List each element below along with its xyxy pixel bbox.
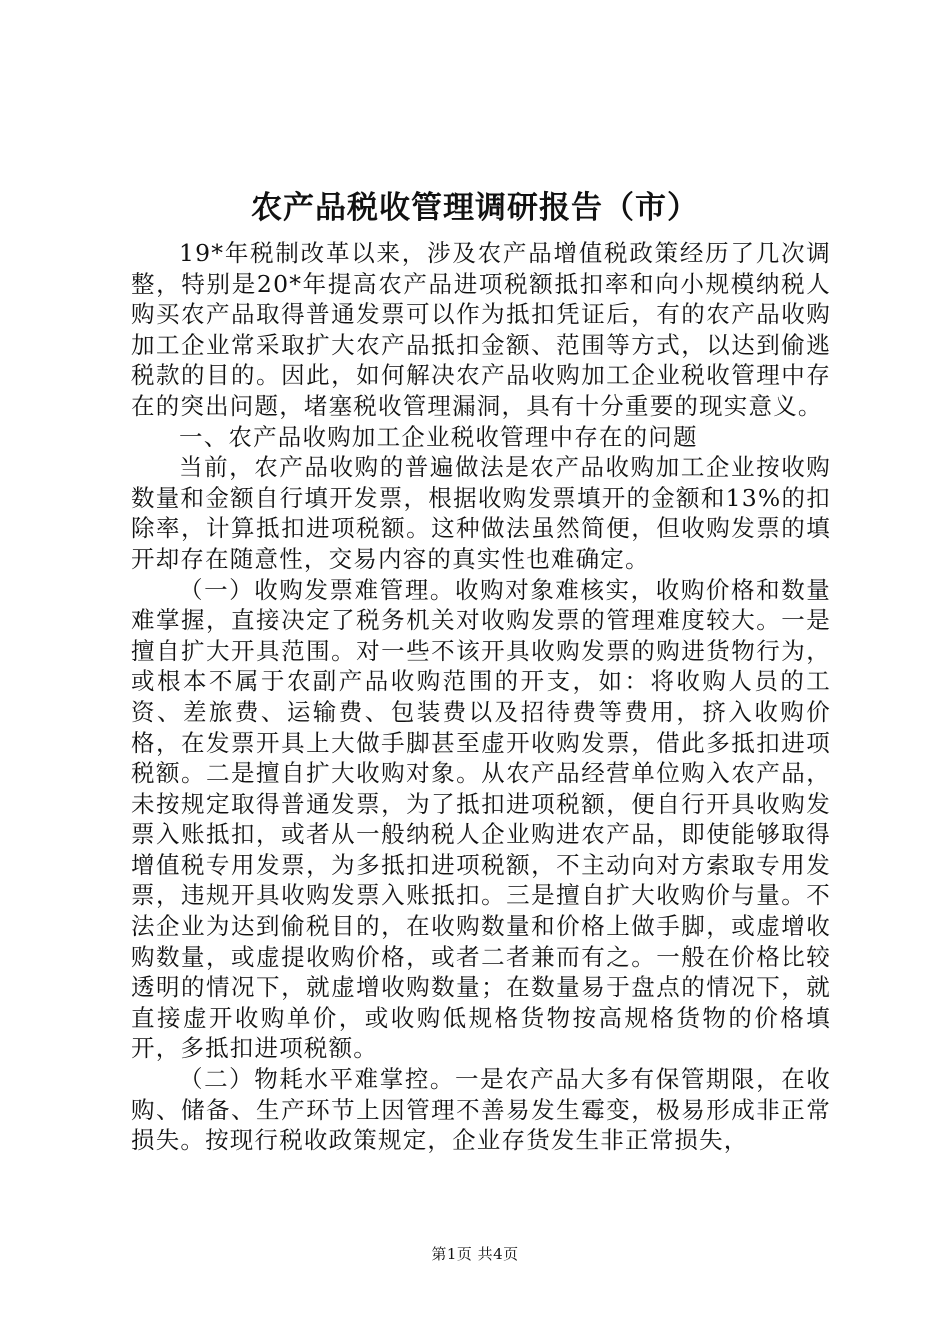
paragraph-consumption-control: （二）物耗水平难掌控。一是农产品大多有保管期限，在收购、储备、生产环节上因管理不善易发生霉变，极易形成非正常损失。按现行税收政策规定，企业存货发生非正常损失，	[131, 1065, 831, 1155]
document-body	[131, 238, 831, 1156]
document-title: 农产品税收管理调研报告（市）	[251, 190, 699, 226]
section-heading: 一、农产品收购加工企业税收管理中存在的问题	[179, 422, 698, 451]
page-number-footer: 第1页 共4页	[431, 1245, 519, 1263]
paragraph-invoice-management: （一）收购发票难管理。收购对象难核实，收购价格和数量难掌握，直接决定了税务机关对收购发票的管理难度较大。一是擅自扩大开具范围。对一些不该开具收购发票的购进货物行为，或根本不属于农副产品收购范围的开支，如：将收购人员的工资、差旅费、运输费、包装费以及招待费等费用，挤入收购价格，在发票开具上大做手脚甚至虚开收购发票，借此多抵扣进项税额。二是擅自扩大收购对象。从农产品经营单位购入农产品，未按规定取得普通发票，为了抵扣进项税额，便自行开具收购发票入账抵扣，或者从一般纳税人企业购进农产品，即使能够取得增值税专用发票，为多抵扣进项税额，不主动向对方索取专用发票，违规开具收购发票入账抵扣。三是擅自扩大收购价与量。不法企业为达到偷税目的，在收购数量和价格上做手脚，或虚增收购数量，或虚提收购价格，或者二者兼而有之。一般在价格比较透明的情况下，就虚增收购数量；在数量易于盘点的情况下，就直接虚开收购单价，或收购低规格货物按高规格货物的价格填开，多抵扣进项税额。	[131, 575, 831, 1063]
paragraph-current-practice: 当前，农产品收购的普遍做法是农产品收购加工企业按收购数量和金额自行填开发票，根据收购发票填开的金额和13%的扣除率，计算抵扣进项税额。这种做法虽然简便，但收购发票的填开却存在随意性，交易内容的真实性也难确定。	[131, 453, 831, 573]
paragraph-intro: 19*年税制改革以来，涉及农产品增值税政策经历了几次调整，特别是20*年提高农产品进项税额抵扣率和向小规模纳税人购买农产品取得普通发票可以作为抵扣凭证后，有的农产品收购加工企业常采取扩大农产品抵扣金额、范围等方式，以达到偷逃税款的目的。因此，如何解决农产品收购加工企业税收管理中存在的突出问题，堵塞税收管理漏洞，具有十分重要的现实意义。	[131, 239, 831, 420]
